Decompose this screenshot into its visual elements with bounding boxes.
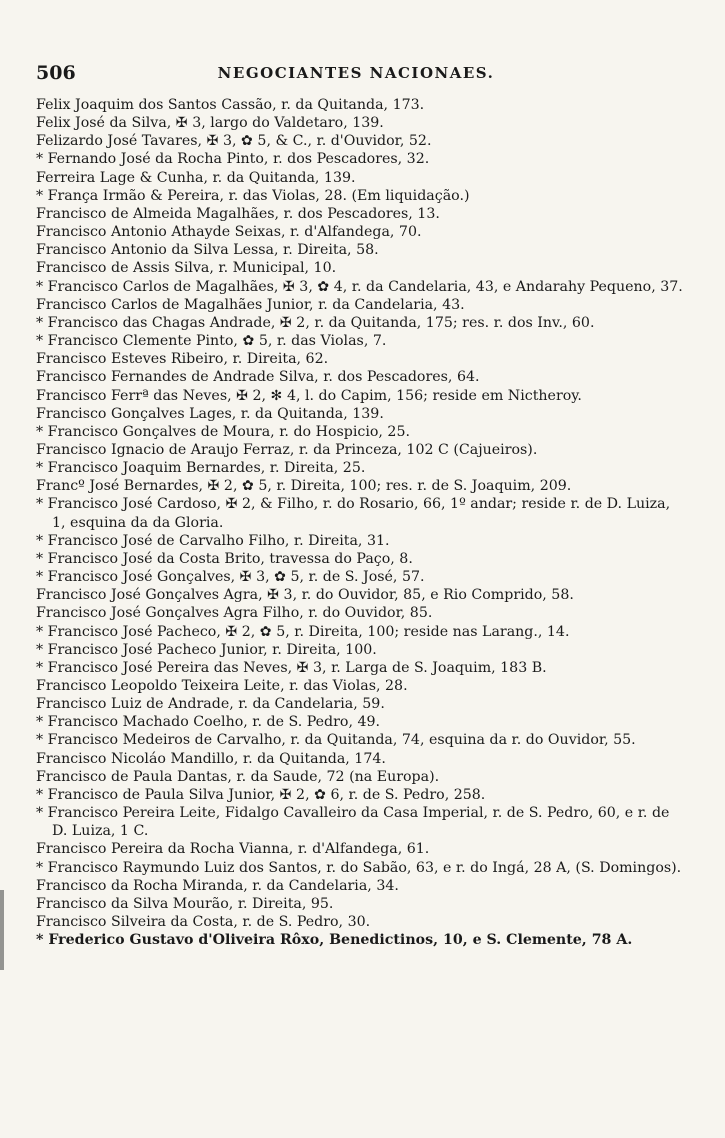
directory-entry: * Francisco José Pacheco, ✠ 2, ✿ 5, r. Direita, 100; reside nas Larang., 14. — [36, 623, 570, 640]
directory-entry: Francisco Pereira da Rocha Vianna, r. d'Alfandega, 61. — [36, 841, 430, 858]
directory-entry: * Francisco Medeiros de Carvalho, r. da Quitanda, 74, esquina da r. do Ouvidor, 55. — [36, 732, 636, 749]
directory-entry: Francisco Antonio da Silva Lessa, r. Direita, 58. — [36, 242, 379, 259]
directory-entry: Francisco Silveira da Costa, r. de S. Pedro, 30. — [36, 914, 371, 931]
directory-entry: * Francisco Gonçalves de Moura, r. do Hospicio, 25. — [36, 423, 410, 440]
directory-entry: Francisco de Almeida Magalhães, r. dos Pescadores, 13. — [36, 205, 440, 222]
directory-entry: * Francisco José Pacheco Junior, r. Direita, 100. — [36, 641, 377, 658]
directory-entry: Francisco da Silva Mourão, r. Direita, 95. — [36, 895, 334, 912]
directory-entry: Francº José Bernardes, ✠ 2, ✿ 5, r. Direita, 100; res. r. de S. Joaquim, 209. — [36, 478, 572, 495]
directory-entry: Felix Joaquim dos Santos Cassão, r. da Quitanda, 173. — [36, 97, 425, 113]
directory-entry: Francisco Ignacio de Araujo Ferraz, r. da Princeza, 102 C (Cajueiros). — [36, 441, 538, 458]
directory-entry: * Fernando José da Rocha Pinto, r. dos Pescadores, 32. — [36, 151, 430, 168]
directory-entry: * Francisco José de Carvalho Filho, r. Direita, 31. — [36, 532, 390, 549]
binding-edge-mark — [0, 890, 6, 970]
directory-entry: * Francisco Machado Coelho, r. de S. Pedro, 49. — [36, 714, 381, 731]
directory-entry: Francisco Fernandes de Andrade Silva, r. dos Pescadores, 64. — [36, 369, 480, 386]
directory-entry: * França Irmão & Pereira, r. das Violas, 28. (Em liquidação.) — [36, 187, 470, 204]
directory-entry: Francisco Gonçalves Lages, r. da Quitanda, 139. — [36, 405, 384, 422]
directory-entry: Felix José da Silva, ✠ 3, largo do Valdetaro, 139. — [36, 115, 384, 132]
directory-entry: * Francisco José da Costa Brito, travessa do Paço, 8. — [36, 550, 413, 567]
running-title: NEGOCIANTES NACIONAES. — [217, 64, 495, 82]
directory-entry: Francisco de Paula Dantas, r. da Saude, 72 (na Europa). — [36, 768, 440, 785]
directory-entry: Francisco Esteves Ribeiro, r. Direita, 62. — [36, 351, 329, 368]
directory-entry: Francisco Ferrª das Neves, ✠ 2, ✻ 4, l. do Capim, 156; reside em Nictheroy. — [36, 387, 582, 404]
directory-entry: Francisco Leopoldo Teixeira Leite, r. das Violas, 28. — [36, 678, 408, 694]
directory-entry: * Francisco Clemente Pinto, ✿ 5, r. das Violas, 7. — [36, 333, 387, 350]
directory-entry: * Francisco Carlos de Magalhães, ✠ 3, ✿ 4, r. da Candelaria, 43, e Andarahy Pequeno, 37. — [36, 278, 683, 295]
directory-entry: * Francisco José Gonçalves, ✠ 3, ✿ 5, r. de S. José, 57. — [36, 569, 425, 586]
directory-entry: Francisco da Rocha Miranda, r. da Candelaria, 34. — [36, 877, 399, 894]
directory-entry: * Francisco Joaquim Bernardes, r. Direita, 25. — [36, 460, 366, 477]
page-number: 506 — [36, 62, 76, 84]
directory-entry: * Francisco das Chagas Andrade, ✠ 2, r. da Quitanda, 175; res. r. dos Inv., 60. — [36, 314, 595, 331]
directory-entry: Francisco José Gonçalves Agra, ✠ 3, r. do Ouvidor, 85, e Rio Comprido, 58. — [36, 587, 574, 604]
directory-entry: Felizardo José Tavares, ✠ 3, ✿ 5, & C., r. d'Ouvidor, 52. — [36, 133, 432, 150]
directory-entry: * Francisco José Pereira das Neves, ✠ 3, r. Larga de S. Joaquim, 183 B. — [36, 659, 547, 676]
directory-entry: * Francisco Pereira Leite, Fidalgo Cavalleiro da Casa Imperial, r. de S. Pedro, 60, e r. de D. Luiza, 1 C. — [36, 805, 670, 840]
directory-entry: Francisco Nicoláo Mandillo, r. da Quitanda, 174. — [36, 750, 386, 767]
directory-entry: Francisco Antonio Athayde Seixas, r. d'Alfandega, 70. — [36, 224, 422, 241]
directory-entry: Francisco de Assis Silva, r. Municipal, 10. — [36, 260, 337, 277]
directory-entry: * Frederico Gustavo d'Oliveira Rôxo, Benedictinos, 10, e S. Clemente, 78 A. — [36, 932, 633, 949]
directory-entry: * Francisco José Cardoso, ✠ 2, & Filho, r. do Rosario, 66, 1º andar; reside r. de D. Luiza, 1, esquina da da Gloria. — [36, 496, 671, 531]
directory-entry: * Francisco de Paula Silva Junior, ✠ 2, ✿ 6, r. de S. Pedro, 258. — [36, 786, 486, 803]
directory-entry: Francisco José Gonçalves Agra Filho, r. do Ouvidor, 85. — [36, 605, 433, 622]
directory-entry: * Francisco Raymundo Luiz dos Santos, r. do Sabão, 63, e r. do Ingá, 28 A, (S. Domingos). — [36, 859, 682, 876]
merchant-list — [36, 96, 686, 949]
directory-entry: Francisco Luiz de Andrade, r. da Candelaria, 59. — [36, 696, 385, 713]
page-header — [36, 62, 676, 86]
directory-entry: Ferreira Lage & Cunha, r. da Quitanda, 139. — [36, 169, 356, 186]
directory-entry: Francisco Carlos de Magalhães Junior, r. da Candelaria, 43. — [36, 296, 465, 313]
